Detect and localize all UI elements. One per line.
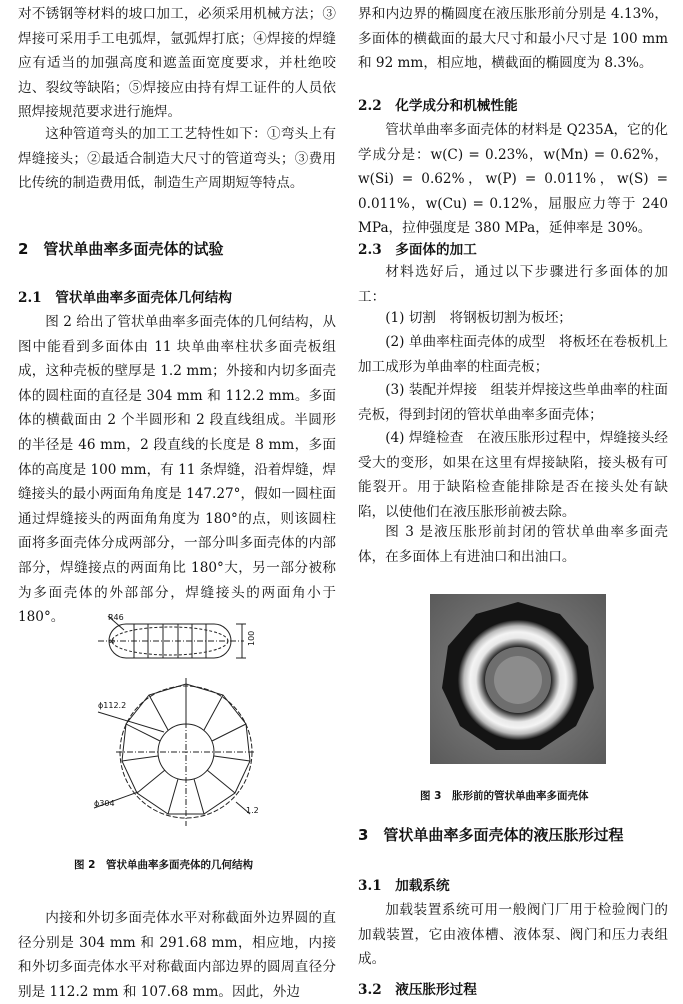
figure-3-caption: 图 3 胀形前的管状单曲率多面壳体 [420,790,589,802]
step-4: (4) 焊缝检查 在液压胀形过程中，焊缝接头经受大的变形，如果在这里有焊接缺陷，接头极有可能裂开。用于缺陷检查能排除是否在接头处有缺陷，以使他们在液压胀形前被去除。 [358,430,668,520]
left-paragraph-1: 对不锈钢等材料的坡口加工，必须采用机械方法；③焊接可采用手工电弧焊，氩弧焊打底；④焊接的焊缝应有适当的加强高度和遮盖面宽度要求，并杜绝咬边、裂纹等缺陷；⑤焊接应由持有焊工证件的人员依照焊接规范要求进行施焊。 [18,6,336,121]
label-h100: 100 [247,630,256,646]
step-3: (3) 装配并焊接 组装并焊接这些单曲率的柱面壳板，得到封闭的管状单曲率多面壳体； [358,382,668,423]
label-infinity: ∞ [108,637,116,647]
right-paragraph-3: 材料选好后，通过以下步骤进行多面体的加工： [358,264,668,305]
section-3-2-title: 3.2 液压胀形过程 [358,982,477,998]
right-paragraph-1: 界和内边界的椭圆度在液压胀形前分别是 4.13%，多面体的横截面的最大尺寸和最小尺寸是 100 mm 和 92 mm，相应地，横截面的椭圆度为 8.3%。 [358,6,668,72]
section-2-title: 2 管状单曲率多面壳体的试验 [18,240,224,258]
right-paragraph-4: 图 3 是液压胀形前封闭的管状单曲率多面壳体，在多面体上有进油口和出油口。 [358,524,668,565]
label-r46: R46 [108,613,124,622]
label-d304: ϕ304 [94,799,115,808]
figure-3-photo [430,594,606,764]
left-paragraph-4: 内接和外切多面壳体水平对称截面外边界圆的直径分别是 304 mm 和 291.68 mm，相应地，内接和外切多面壳体水平对称截面内部边界的圆周直径分别是 112.2 mm 和 107.68 mm。因此，外边 [18,910,336,1000]
step-1: (1) 切割 将钢板切割为板坯； [385,310,572,326]
right-paragraph-2: 管状单曲率多面壳体的材料是 Q235A，它的化学成分是：w(C) = 0.23%，w(Mn) = 0.62%，w(Si) = 0.62%，w(P) = 0.011%，w(S) = 0.011%，w(Cu) = 0.12%，屈服应力等于 240 MPa，拉伸强度是 380 MPa，延伸率是 30%。 [358,122,668,237]
label-d112: ϕ112.2 [98,701,127,710]
section-3-title: 3 管状单曲率多面壳体的液压胀形过程 [358,826,624,844]
step-2: (2) 单曲率柱面壳体的成型 将板坯在卷板机上加工成形为单曲率的柱面壳板； [358,334,668,375]
right-paragraph-5: 加载装置系统可用一般阀门厂用于检验阀门的加载装置，它由液体槽、液体泵、阀门和压力表组成。 [358,902,668,968]
figure-2-drawing [68,610,318,830]
side-view [98,616,246,658]
figure-2-caption: 图 2 管状单曲率多面壳体的几何结构 [74,859,253,871]
section-3-1-title: 3.1 加载系统 [358,878,450,894]
left-paragraph-2: 这种管道弯头的加工工艺特性如下：①弯头上有焊缝接头；②最适合制造大尺寸的管道弯头；③费用比传统的制造费用低，制造生产周期短等特点。 [18,126,336,192]
left-paragraph-3: 图 2 给出了管状单曲率多面壳体的几何结构，从图中能看到多面体由 11 块单曲率柱状多面壳板组成，这种壳板的壁厚是 1.2 mm；外接和内切多面壳体的圆柱面的直径是 304 mm 和 112.2 mm。多面体的横截面由 2 个半圆形和 2 段直线组成。半圆形的半径是 46 mm，2 段直线的长度是 8 mm，多面体的高度是 100 mm，有 11 条焊缝，沿着焊缝，焊缝接头的最小两面角角度是 147.27°，假如一圆柱面通过焊缝接头的两面角角度为 180°的点，则该圆柱面将多面壳体分成两部分，一部分叫多面壳体的内部部分，焊缝接点的两面角比 180°大，另一部分被称为多面壳体的外部部分，焊缝接头的两面角小于 180°。 [18,314,336,626]
section-2-1-title: 2.1 管状单曲率多面壳体几何结构 [18,290,232,306]
label-t12: 1.2 [246,806,259,815]
section-2-2-title: 2.2 化学成分和机械性能 [358,98,518,114]
section-2-3-title: 2.3 多面体的加工 [358,242,477,258]
